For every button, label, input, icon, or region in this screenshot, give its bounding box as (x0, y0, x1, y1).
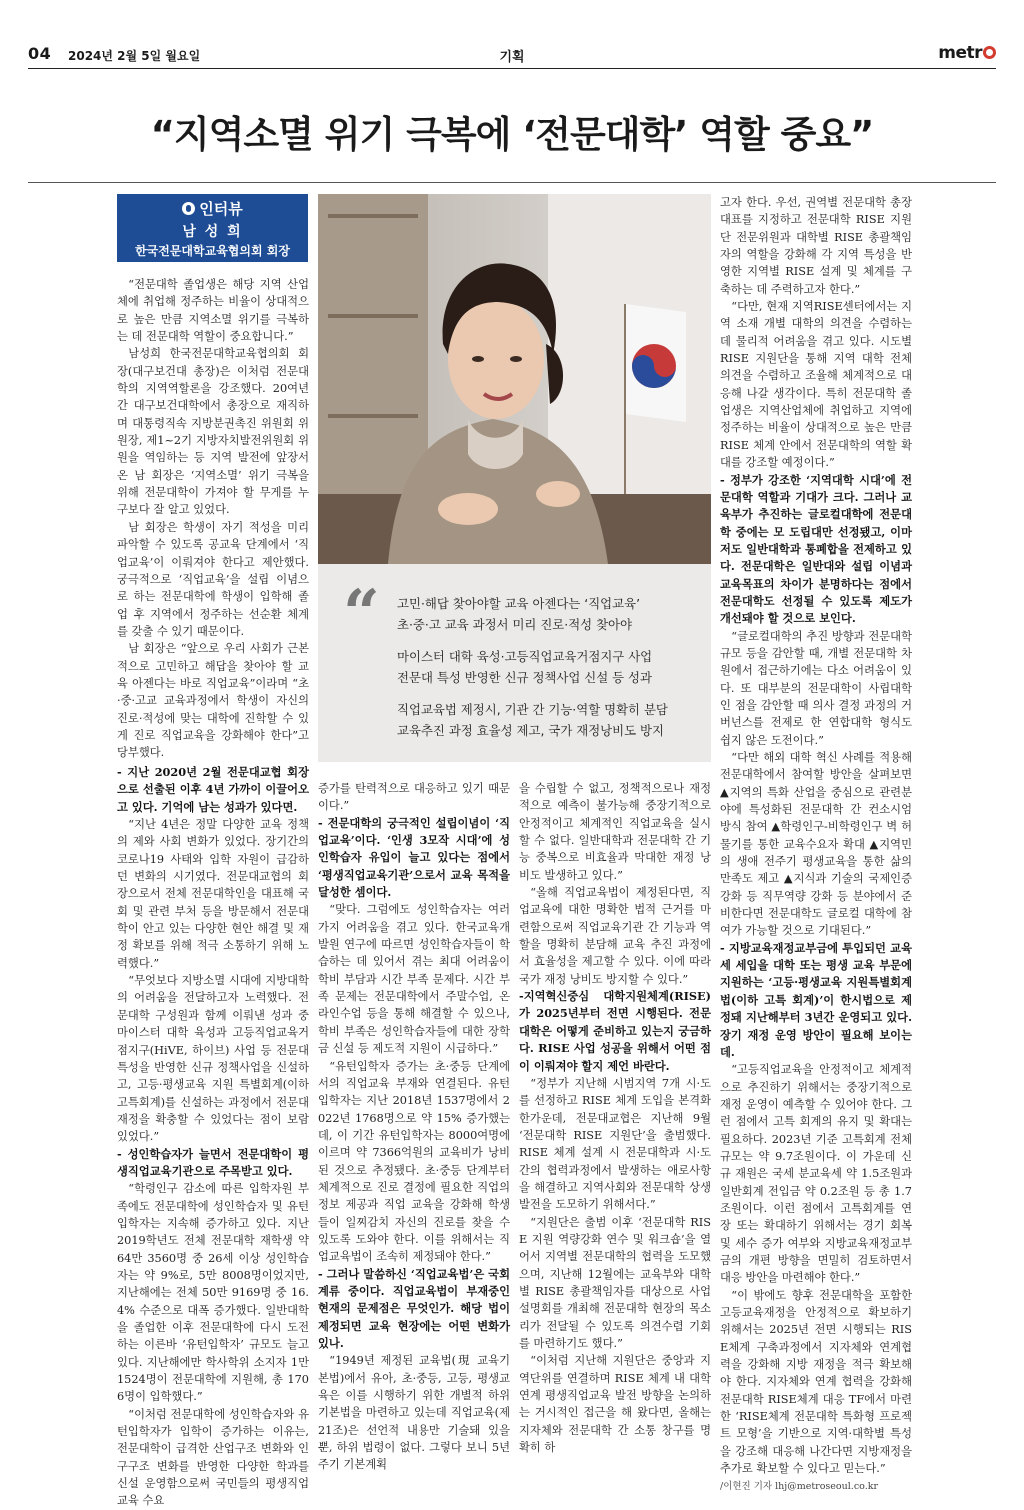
microphone-icon (182, 202, 195, 215)
article-column-2 (318, 780, 510, 1472)
body-paragraph: “글로컬대학의 추진 방향과 전문대학 규모 등을 감안할 때, 개별 전문대학 차원에서 접근하기에는 다소 어려움이 있다. 또 대부분의 전문대학이 사립대학인 점을 감안할 때 의사 결정 과정의 거버넌스를 전제로 한 연합대학 형식도 쉽지 않은 도전이다.” (720, 629, 912, 747)
question-paragraph: - 정부가 강조한 ‘지역대학 시대’에 전문대학 역할과 기대가 크다. 그러나 교육부가 추진하는 글로컬대학에 전문대학 중에는 모 도립대만 선정됐고, 이마저도 일반대학과 통폐합을 전제하고 있다. 전문대학은 일반대와 설립 이념과 교육목표의 차이가 분명하다는 점에서 전문대학도 선정될 수 있도록 제도가 개선돼야 할 것으로 보인다. (720, 472, 912, 626)
quote-line: 전문대 특성 반영한 신규 정책사업 신설 등 성과 (397, 669, 652, 685)
body-paragraph: “이 밖에도 향후 전문대학을 포함한 고등교육재정을 안정적으로 확보하기 위해서는 2025년 전면 시행되는 RISE체계 구축과정에서 지자체와 연계협력을 강화해 지방 재정을 적극 확보해야 한다. 지자체와 연계 협력을 강화해 전문대학 RISE체계 대응 TF에서 마련한 ‘RISE체계 전문대학 특화형 프로젝트 모형’을 기반으로 지역·대학별 특성을 강조해 대응해 나간다면 지방재정을 추가로 확보할 수 있다고 믿는다.” (720, 1288, 912, 1476)
body-paragraph: “고등직업교육을 안정적이고 체계적으로 추진하기 위해서는 중장기적으로 재정 운영이 예측할 수 있어야 한다. 그런 점에서 고특 회계의 유지 및 확대는 필요하다. 2023년 기준 고특회계 전체 규모는 약 9.7조원이다. 이 가운데 신규 재원은 국세 분교육세 약 1.5조원과 일반회계 전입금 약 0.2조원 등 총 1.7조원이다. 이런 점에서 고특회계를 연장 또는 확대하기 위해서는 경기 회복 및 세수 증가 여부와 지방교육재정교부금의 개편 방향을 면밀히 검토하면서 대응 방안을 마련해야 한다.” (720, 1063, 912, 1285)
body-paragraph: “다만 해외 대학 혁신 사례를 적용해 전문대학에서 참여할 방안을 살펴보면 ▲지역의 특화 산업을 중심으로 관련분야에 특성화된 전문대학 간 컨소시엄 방식 참여 ▲학령인구-비학령인구 벽 허물기를 통한 교육수요자 확대 ▲지역민의 생애 전주기 평생교육을 통한 삶의 만족도 제고 ▲지식과 기술의 국제인증강화 등 직무역량 강화 등 분야에서 준비한다면 전문대학도 글로컬 대학에 참여가 가능할 것으로 기대된다.” (720, 751, 912, 938)
portrait-illustration (318, 194, 711, 564)
body-paragraph: 증가를 탄력적으로 대응하고 있기 때문이다.” (318, 782, 510, 813)
body-paragraph: 남 회장은 “앞으로 우리 사회가 근본적으로 고민하고 해답을 찾아야 할 교육 아젠다는 바로 직업교육”이라며 “초·중·고교 교육과정에서 학생이 자신의 진로·적성에 맞는 대학에 진학할 수 있게 진로 직업교육을 강화해야 한다”고 당부했다. (117, 642, 309, 760)
question-paragraph: - 그러나 말씀하신 ‘직업교육법’은 국회 계류 중이다. 직업교육법이 부재중인 현재의 문제점은 무엇인가. 해당 법이 제정되면 교육 현장에는 어떤 변화가 있나. (318, 1266, 510, 1350)
body-paragraph: “이처럼 지난해 지원단은 중앙과 지역단위를 연결하며 RISE 체계 내 대학 연계 평생직업교육 발전 방향을 논의하는 거시적인 접근을 해 왔다면, 올해는 지자체와 전문대학 간 소통 창구를 명확히 하 (519, 1354, 711, 1455)
body-paragraph: “지원단은 출범 이후 ‘전문대학 RISE 지원 역량강화 연수 및 워크숍’을 열어서 지역별 전문대학의 협력을 도모했으며, 지난해 12월에는 교육부와 대학별 RISE 총괄책임자를 대상으로 사업 설명회를 개최해 전문대학 현장의 목소리가 전달될 수 있도록 의견수렴 기회를 마련하기도 했다.” (519, 1215, 711, 1350)
pull-quote-text (397, 594, 697, 741)
interviewee-title: 한국전문대학교육협의회 회장 (135, 244, 290, 258)
quote-mark-icon: “ (343, 576, 380, 651)
section-title: 기획 (499, 50, 525, 65)
body-paragraph: “이처럼 전문대학에 성인학습자와 유턴입학자가 입학이 증가하는 이유는, 전문대학이 급격한 산업구조 변화와 인구구조 변화를 반영한 다양한 학과를 신설 운영함으로써 국민들의 평생직업교육 수요 (117, 1407, 309, 1508)
headline-rule (28, 182, 996, 183)
logo-o-icon (983, 46, 996, 59)
reporter-credit: /이현진 기자 lhj@metroseoul.co.kr (720, 1481, 879, 1493)
body-paragraph: “학령인구 감소에 따른 입학자원 부족에도 전문대학에 성인학습자 및 유턴입학자는 지속해 증가하고 있다. 지난 2019학년도 전체 전문대학 재학생 약 64만 3560명 중 26세 이상 성인학습자는 약 9%로, 5만 8008명이었지만, 지난해에는 전체 50만 9169명 중 16.4% 수준으로 대폭 증가했다. 일반대학을 졸업한 이후 전문대학에 다시 도전하는 이른바 ‘유턴입학자’ 규모도 늘고 있다. 지난해에만 학사학위 소지자 1만 1524명이 전문대학에 지원해, 총 1706명이 입학했다.” (117, 1182, 309, 1404)
body-paragraph: “1949년 제정된 교육법(現 교육기본법)에서 유아, 초·중등, 고등, 평생교육은 이를 시행하기 위한 개별적 하위 기본법을 마련하고 있는데 직업교육(제21조)은 선언적 내용만 기술돼 있을 뿐, 하위 법령이 없다. 그렇다 보니 5년 주기 기본계획 (318, 1354, 510, 1472)
header-rule (28, 68, 996, 69)
article-column-1a (117, 276, 309, 760)
interviewee-name: 남 성 희 (182, 224, 243, 240)
body-paragraph: 을 수립할 수 없고, 정책적으로나 재정적으로 예측이 불가능해 중장기적으로 안정적이고 체계적인 직업교육을 실시할 수 없다. 일반대학과 전문대학 간 기능 중복으로 비효율과 막대한 재정 낭비도 발생하고 있다.” (519, 782, 711, 882)
page-number: 04 (28, 44, 52, 63)
body-paragraph: 남 회장은 학생이 자기 적성을 미리 파악할 수 있도록 공교육 단계에서 ‘직업교육’이 이뤄져야 한다고 제안했다. 궁극적으로 ‘직업교육’을 설립 이념으로 하는 전문대학에 학생이 입학해 졸업 후 지역에서 정주하는 선순환 체계를 갖출 수 있기 때문이다. (117, 520, 309, 638)
body-paragraph: “지난 4년은 정말 다양한 교육 정책의 제와 사회 변화가 있었다. 장기간의 코로나19 사태와 입학 자원이 급감하던 변화의 시기였다. 전문대교협의 회장으로서 전체 전문대학인을 대표해 국회 및 관련 부처 등을 방문해서 전문대학이 안고 있는 다양한 현안 해결 및 재정 확보를 위해 적극 소통하기 위해 노력했다.” (117, 818, 309, 970)
question-paragraph: - 지방교육재정교부금에 투입되던 교육세 세입을 대학 또는 평생 교육 부문에 지원하는 ‘고등·평생교육 지원특별회계법(이하 고특 회계)’이 한시법으로 제정돼 지난해부터 3년간 운영되고 있다. 장기 재정 운영 방안이 필요해 보이는데. (720, 940, 912, 1059)
question-paragraph: - 전문대학의 궁극적인 설립이념이 ‘직업교육’이다. ‘인생 3모작 시대’에 성인학습자 유입이 늘고 있다는 점에서 ‘평생직업교육기관’으로서 교육 목적을 달성한 셈이다. (318, 815, 510, 900)
page-header (28, 42, 996, 68)
article-column-4 (720, 194, 912, 1493)
interview-photo (318, 194, 711, 564)
metro-logo: metr (938, 43, 996, 63)
headline: “지역소멸 위기 극복에 ‘전문대학’ 역할 중요” (150, 113, 874, 156)
question-paragraph: -지역혁신중심 대학지원체계(RISE)가 2025년부터 전면 시행된다. 전문대학은 어떻게 준비하고 있는지 궁금하다. RISE 사업 성공을 위해서 어떤 점이 이뤄져야 할지 제언 바란다. (519, 989, 711, 1073)
interview-box (117, 194, 308, 262)
body-paragraph: “맞다. 그럼에도 성인학습자는 여러 가지 어려움을 겪고 있다. 한국교육개발원 연구에 따르면 성인학습자들이 학습하는 데 있어서 겪는 최대 어려움이 학비 부담과 시간 부족 문제다. 시간 부족 문제는 전문대학에서 주말수업, 온라인수업 등을 통해 해결할 수 있으나, 학비 부족은 성인학습자들에 대한 장학금 신설 등 제도적 지원이 시급하다.” (318, 903, 510, 1056)
quote-line: 초·중·고 교육 과정서 미리 진로·적성 찾아야 (397, 616, 632, 632)
body-paragraph: “전문대학 졸업생은 해당 지역 산업체에 취업해 정주하는 비율이 상대적으로 높은 만큼 지역소멸 위기를 극복하는 데 전문대학 역할이 중요합니다.” (117, 278, 309, 344)
issue-date: 2024년 2월 5일 월요일 (68, 49, 201, 63)
quote-line: 고민·해답 찾아야할 교육 아젠다는 ‘직업교육’ (397, 596, 641, 611)
question-paragraph: - 지난 2020년 2월 전문대교협 회장으로 선출된 이후 4년 가까이 이끌어오고 있다. 기억에 남는 성과가 있다면. (117, 765, 309, 814)
quote-line: 직업교육법 제정시, 기관 간 기능·역할 명확히 분담 (397, 702, 668, 717)
article-column-3 (519, 780, 711, 1464)
body-paragraph: “유턴입학자 증가는 초·중등 단계에서의 직업교육 부재와 연결된다. 유턴입학자는 지난 2018년 1537명에서 2022년 1768명으로 약 15% 증가했는데, 이 기간 유턴입학자는 8000여명에 이르며 약 7366억원의 교육비가 낭비된 것으로 추정됐다. 초·중등 단계부터 체계적으로 진로 결정에 필요한 직업의 정보 제공과 직업 교육을 강화해 학생들이 일찌감치 자신의 진로를 찾을 수 있도록 도와야 한다. 이를 위해서는 직업교육법이 조속히 제정돼야 한다.” (318, 1059, 510, 1264)
body-paragraph: “무엇보다 지방소멸 시대에 지방대학의 어려움을 전달하고자 노력했다. 전문대학 구성원과 함께 이뤄낸 성과 중 마이스터 대학 육성과 고등직업교육거점지구(HiVE, 하이브) 사업 등 전문대 특성을 반영한 신규 정책사업을 신설하고, 고등·평생교육 지원 특별회계(이하 고특회계)를 신설하는 과정에서 전문대 재정을 확충할 수 있었다는 점이 보람있었다.” (117, 974, 309, 1144)
interview-label: 인터뷰 (199, 200, 243, 218)
body-paragraph: 남성희 한국전문대학교육협의회 회장(대구보건대 총장)은 이처럼 전문대학의 지역역할론을 강조했다. 20여년간 대구보건대학에서 총장으로 재직하며 대통령직속 지방분권촉진 위원회 위원장, 제1~2기 지방자치발전위원회 위원을 역임하는 등 지역 발전에 앞장서 온 남 회장은 ‘지역소멸’ 위기 극복을 위해 전문대학이 가져야 할 무게를 누구보다 잘 알고 있었다. (117, 347, 309, 517)
article-column-1b (117, 764, 309, 1508)
body-paragraph: “올해 직업교육법이 제정된다면, 직업교육에 대한 명확한 법적 근거를 마련함으로써 직업교육기관 간 기능과 역할을 명확히 분담해 교육 추진 과정에서 효율성을 제고할 수 있다. 이에 따라 국가 재정 낭비도 방지할 수 있다.” (519, 886, 711, 986)
body-paragraph: “다만, 현재 지역RISE센터에서는 지역 소재 개별 대학의 의견을 수렴하는 데 물리적 어려움을 겪고 있다. 시도별 RISE 지원단을 통해 지역 대학 전체 의견을 수렴하고 조율해 체계적으로 대응해 나갈 생각이다. 특히 전문대학 졸업생은 지역산업체에 취업하고 지역에 정주하는 비율이 상대적으로 높은 만큼 RISE 체계 안에서 전문대학의 역할 확대를 강조할 예정이다.” (720, 300, 912, 470)
question-paragraph: - 성인학습자가 늘면서 전문대학이 평생직업교육기관으로 주목받고 있다. (117, 1146, 309, 1178)
body-paragraph: 고자 한다. 우선, 권역별 전문대학 총장대표를 지정하고 전문대학 RISE 지원단 전문위원과 대학별 RISE 총괄책임자의 역할을 강화해 각 지역 특성을 반영한 지역별 RISE 설계 및 체계를 구축하는 데 주력하고자 한다.” (720, 196, 912, 296)
body-paragraph: “정부가 지난해 시범지역 7개 시·도를 선정하고 RISE 체계 도입을 본격화한가운데, 전문대교협은 지난해 9월 ‘전문대학 RISE 지원단’을 출범했다. RISE 체계 설계 시 전문대학과 시·도 간의 협력과정에서 발생하는 애로사항을 해결하고 지역사회와 전문대학 상생 발전을 도모하기 위해서다.” (519, 1076, 711, 1212)
quote-line: 마이스터 대학 육성·고등직업교육거점지구 사업 (397, 649, 653, 664)
quote-line: 교육추진 과정 효율성 제고, 국가 재정낭비도 방지 (397, 722, 664, 738)
